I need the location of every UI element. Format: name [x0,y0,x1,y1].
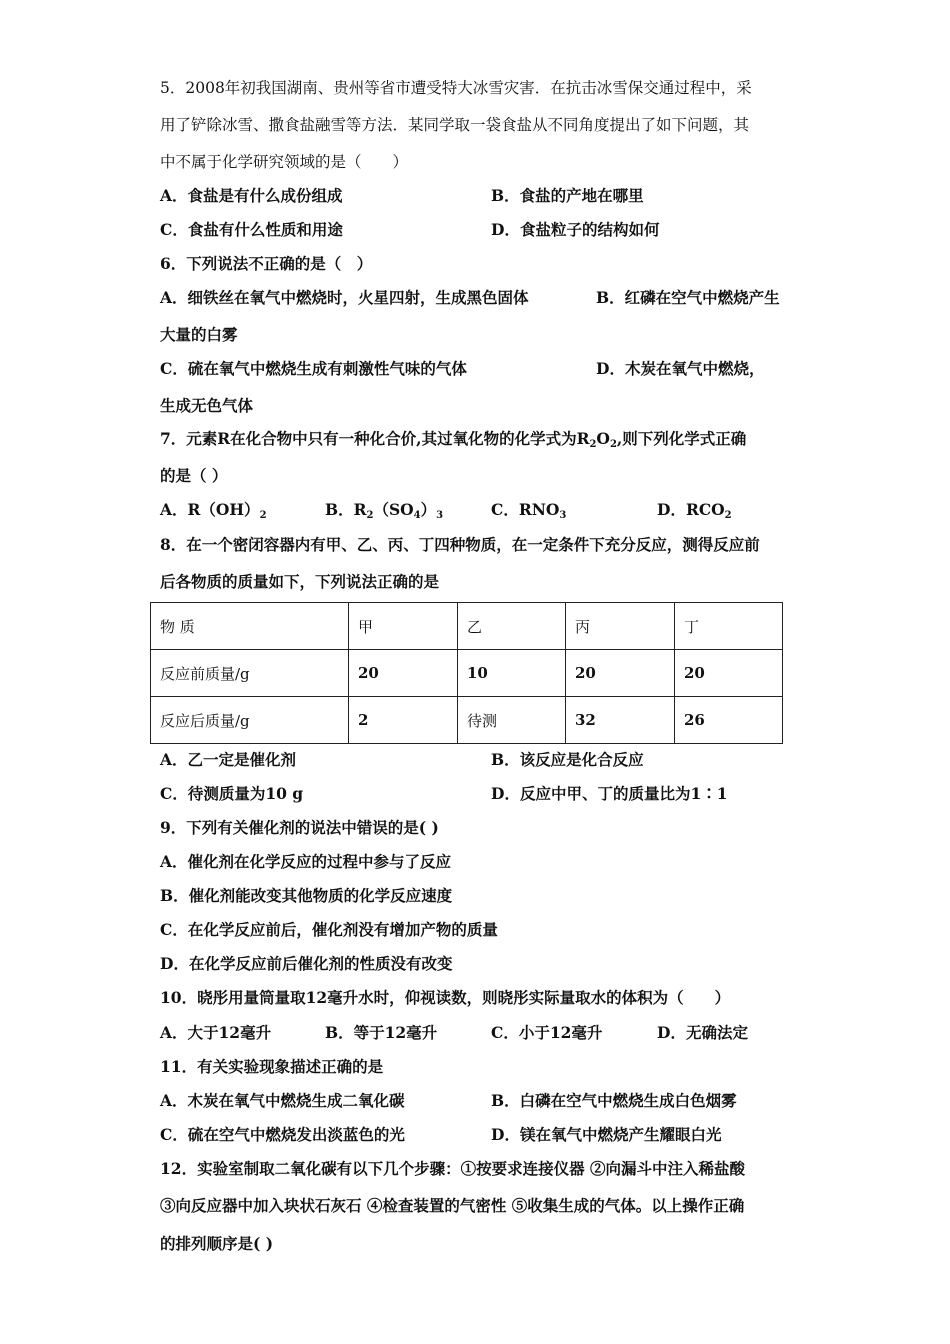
q5-option-d: D．食盐粒子的结构如何 [491,220,660,239]
table-cell: 反应前质量/g [151,650,349,697]
q7-option-d: D．$RCO_2$ [657,500,732,521]
table-cell: 2 [349,697,458,744]
table-cell: 丙 [566,603,675,650]
q7-stem-line1: 7．元素R在化合物中只有一种化合价,其过氧化物的化学式为$R_2O_2$,则下列化学式正确 [160,429,747,450]
q7-option-b: B．$R_2(SO_4)_3$ [325,500,444,521]
q6-option-c: C．硫在氧气中燃烧生成有刺激性气味的气体 [160,359,467,378]
q8-stem-line2: 后各物质的质量如下，下列说法正确的是 [160,572,440,591]
q9-stem: 9．下列有关催化剂的说法中错误的是( ) [160,818,439,837]
q12-stem-line3: 的排列顺序是( ) [160,1234,274,1253]
q8-option-a: A．乙一定是催化剂 [160,750,297,769]
q5-option-c: C．食盐有什么性质和用途 [160,220,343,239]
table-cell: 反应后质量/g [151,697,349,744]
q8-mass-table [150,602,783,744]
table-cell: 20 [349,650,458,697]
q12-stem-line1: 12．实验室制取二氧化碳有以下几个步骤：①按要求连接仪器 ②向漏斗中注入稀盐酸 [160,1159,745,1178]
table-row [151,650,783,697]
q11-stem: 11．有关实验现象描述正确的是 [160,1057,384,1076]
table-cell: 32 [566,697,675,744]
q5-stem-line1: 5．2008年初我国湖南、贵州等省市遭受特大冰雪灾害．在抗击冰雪保交通过程中，采 [160,79,752,97]
q7-option-c: C．$RNO_3$ [491,500,567,521]
q5-stem-line2: 用了铲除冰雪、撒食盐融雪等方法．某同学取一袋食盐从不同角度提出了如下问题，其 [160,116,750,134]
table-cell: 丁 [675,603,783,650]
q10-option-b: B．等于12毫升 [325,1023,438,1042]
table-cell: 20 [675,650,783,697]
table-cell: 10 [458,650,566,697]
q9-option-c: C．在化学反应前后，催化剂没有增加产物的质量 [160,920,498,939]
q9-option-d: D．在化学反应前后催化剂的性质没有改变 [160,954,453,973]
q6-option-a: A．细铁丝在氧气中燃烧时，火星四射，生成黑色固体 [160,288,529,307]
q5-stem-line3: 中不属于化学研究领域的是（ ） [160,153,409,171]
q8-option-d: D．反应中甲、丁的质量比为1∶1 [491,784,728,803]
q5-option-b: B．食盐的产地在哪里 [491,186,644,205]
table-cell: 26 [675,697,783,744]
table-cell: 20 [566,650,675,697]
table-row [151,697,783,744]
table-cell: 物 质 [151,603,349,650]
q11-option-a: A．木炭在氧气中燃烧生成二氧化碳 [160,1091,405,1110]
q12-stem-line2: ③向反应器中加入块状石灰石 ④检查装置的气密性 ⑤收集生成的气体。以上操作正确 [160,1196,745,1215]
q7-option-a: A．$R(OH)_2$ [160,500,267,521]
q10-option-c: C．小于12毫升 [491,1023,603,1042]
q5-option-a: A．食盐是有什么成份组成 [160,186,343,205]
q11-option-c: C．硫在空气中燃烧发出淡蓝色的光 [160,1125,405,1144]
q11-option-b: B．白磷在空气中燃烧生成白色烟雾 [491,1091,737,1110]
q6-stem: 6．下列说法不正确的是（ ） [160,254,373,273]
table-cell: 乙 [458,603,566,650]
table-header-row [151,603,783,650]
q7-stem-line2: 的是（ ） [160,466,228,485]
q10-stem: 10．晓彤用量筒量取12毫升水时，仰视读数，则晓彤实际量取水的体积为（ ） [160,988,731,1007]
q10-option-a: A．大于12毫升 [160,1023,272,1042]
table-cell: 待测 [458,697,566,744]
q6-option-b-continued: 大量的白雾 [160,325,238,344]
table-cell: 甲 [349,603,458,650]
q9-option-b: B．催化剂能改变其他物质的化学反应速度 [160,886,453,905]
q11-option-d: D．镁在氧气中燃烧产生耀眼白光 [491,1125,722,1144]
q6-option-d-continued: 生成无色气体 [160,396,254,415]
q8-option-b: B．该反应是化合反应 [491,750,644,769]
q9-option-a: A．催化剂在化学反应的过程中参与了反应 [160,852,452,871]
q10-option-d: D．无确法定 [657,1023,748,1042]
q8-option-c: C．待测质量为10 g [160,784,304,803]
q6-option-b: B．红磷在空气中燃烧产生 [596,288,780,307]
q6-option-d: D．木炭在氧气中燃烧， [596,359,765,378]
q8-stem-line1: 8．在一个密闭容器内有甲、乙、丙、丁四种物质，在一定条件下充分反应，测得反应前 [160,535,760,554]
